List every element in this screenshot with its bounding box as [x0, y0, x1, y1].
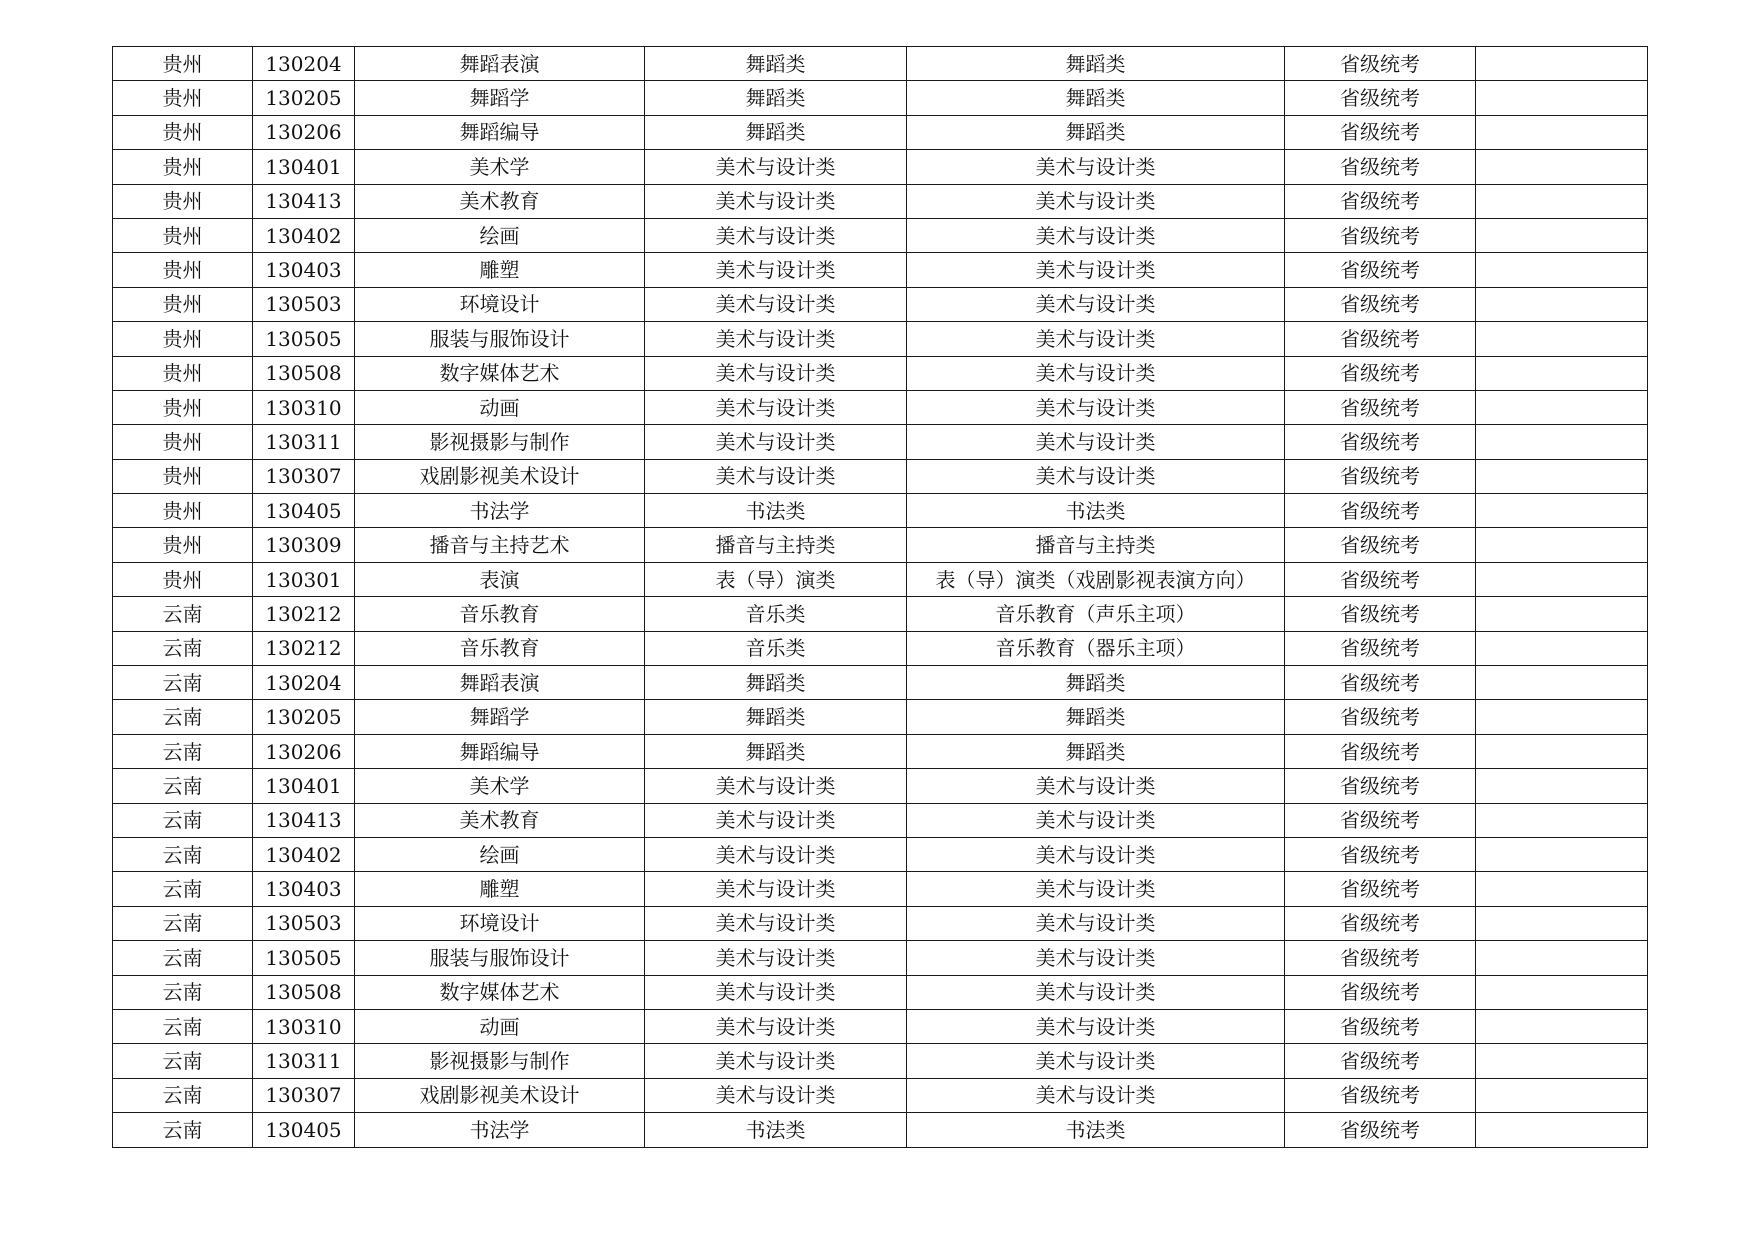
exam-type-cell: 省级统考 [1285, 1078, 1476, 1112]
exam-type-cell: 省级统考 [1285, 494, 1476, 528]
note-cell [1476, 562, 1648, 596]
province-cell: 贵州 [113, 562, 253, 596]
table-row [113, 872, 1648, 906]
major-name-cell: 动画 [355, 390, 645, 424]
category-cell: 美术与设计类 [645, 356, 907, 390]
province-cell: 贵州 [113, 425, 253, 459]
note-cell [1476, 390, 1648, 424]
province-cell: 云南 [113, 1113, 253, 1147]
major-code-cell: 130503 [253, 287, 355, 321]
exam-type-cell: 省级统考 [1285, 322, 1476, 356]
province-cell: 贵州 [113, 322, 253, 356]
table-row [113, 390, 1648, 424]
table-row [113, 562, 1648, 596]
major-code-cell: 130505 [253, 322, 355, 356]
exam-category-cell: 舞蹈类 [907, 666, 1285, 700]
major-code-cell: 130204 [253, 47, 355, 81]
note-cell [1476, 494, 1648, 528]
major-name-cell: 音乐教育 [355, 597, 645, 631]
table-row [113, 941, 1648, 975]
exam-type-cell: 省级统考 [1285, 1113, 1476, 1147]
province-cell: 贵州 [113, 528, 253, 562]
category-cell: 书法类 [645, 1113, 907, 1147]
table-row [113, 287, 1648, 321]
exam-category-cell: 书法类 [907, 494, 1285, 528]
exam-type-cell: 省级统考 [1285, 666, 1476, 700]
province-cell: 云南 [113, 597, 253, 631]
category-cell: 舞蹈类 [645, 81, 907, 115]
major-name-cell: 数字媒体艺术 [355, 975, 645, 1009]
category-cell: 舞蹈类 [645, 700, 907, 734]
table-row [113, 253, 1648, 287]
exam-category-cell: 书法类 [907, 1113, 1285, 1147]
major-code-cell: 130405 [253, 1113, 355, 1147]
major-code-cell: 130311 [253, 425, 355, 459]
exam-type-cell: 省级统考 [1285, 631, 1476, 665]
note-cell [1476, 425, 1648, 459]
major-code-cell: 130205 [253, 81, 355, 115]
major-name-cell: 影视摄影与制作 [355, 425, 645, 459]
exam-type-cell: 省级统考 [1285, 872, 1476, 906]
table-row [113, 425, 1648, 459]
note-cell [1476, 975, 1648, 1009]
table-row [113, 1044, 1648, 1078]
exam-category-cell: 美术与设计类 [907, 906, 1285, 940]
note-cell [1476, 906, 1648, 940]
major-name-cell: 数字媒体艺术 [355, 356, 645, 390]
exam-category-cell: 美术与设计类 [907, 218, 1285, 252]
exam-type-cell: 省级统考 [1285, 803, 1476, 837]
major-code-cell: 130508 [253, 975, 355, 1009]
category-cell: 美术与设计类 [645, 459, 907, 493]
note-cell [1476, 287, 1648, 321]
major-name-cell: 表演 [355, 562, 645, 596]
major-name-cell: 播音与主持艺术 [355, 528, 645, 562]
category-cell: 美术与设计类 [645, 975, 907, 1009]
province-cell: 贵州 [113, 218, 253, 252]
category-cell: 播音与主持类 [645, 528, 907, 562]
major-code-cell: 130204 [253, 666, 355, 700]
major-name-cell: 动画 [355, 1009, 645, 1043]
category-cell: 美术与设计类 [645, 425, 907, 459]
exam-type-cell: 省级统考 [1285, 287, 1476, 321]
category-cell: 美术与设计类 [645, 941, 907, 975]
note-cell [1476, 803, 1648, 837]
exam-category-cell: 舞蹈类 [907, 734, 1285, 768]
exam-type-cell: 省级统考 [1285, 184, 1476, 218]
table-row [113, 184, 1648, 218]
note-cell [1476, 47, 1648, 81]
province-cell: 云南 [113, 734, 253, 768]
category-cell: 美术与设计类 [645, 322, 907, 356]
major-name-cell: 绘画 [355, 837, 645, 871]
major-name-cell: 书法学 [355, 494, 645, 528]
exam-type-cell: 省级统考 [1285, 390, 1476, 424]
note-cell [1476, 1113, 1648, 1147]
category-cell: 表（导）演类 [645, 562, 907, 596]
exam-type-cell: 省级统考 [1285, 837, 1476, 871]
major-name-cell: 戏剧影视美术设计 [355, 1078, 645, 1112]
category-cell: 舞蹈类 [645, 666, 907, 700]
major-name-cell: 美术学 [355, 769, 645, 803]
major-name-cell: 舞蹈学 [355, 700, 645, 734]
table-row [113, 1078, 1648, 1112]
major-name-cell: 服装与服饰设计 [355, 322, 645, 356]
major-name-cell: 美术教育 [355, 184, 645, 218]
exam-category-cell: 美术与设计类 [907, 1009, 1285, 1043]
major-code-cell: 130505 [253, 941, 355, 975]
major-name-cell: 影视摄影与制作 [355, 1044, 645, 1078]
exam-category-cell: 表（导）演类（戏剧影视表演方向） [907, 562, 1285, 596]
exam-type-cell: 省级统考 [1285, 975, 1476, 1009]
major-code-cell: 130403 [253, 253, 355, 287]
table-row [113, 356, 1648, 390]
province-cell: 贵州 [113, 47, 253, 81]
exam-category-cell: 音乐教育（器乐主项） [907, 631, 1285, 665]
major-name-cell: 美术教育 [355, 803, 645, 837]
exam-category-cell: 美术与设计类 [907, 1078, 1285, 1112]
exam-category-cell: 美术与设计类 [907, 356, 1285, 390]
note-cell [1476, 734, 1648, 768]
category-cell: 美术与设计类 [645, 218, 907, 252]
note-cell [1476, 666, 1648, 700]
note-cell [1476, 872, 1648, 906]
exam-type-cell: 省级统考 [1285, 425, 1476, 459]
major-category-table [112, 46, 1648, 1148]
exam-category-cell: 舞蹈类 [907, 700, 1285, 734]
major-name-cell: 雕塑 [355, 872, 645, 906]
major-code-cell: 130413 [253, 184, 355, 218]
exam-type-cell: 省级统考 [1285, 1009, 1476, 1043]
table-row [113, 322, 1648, 356]
note-cell [1476, 322, 1648, 356]
exam-category-cell: 美术与设计类 [907, 803, 1285, 837]
major-code-cell: 130401 [253, 150, 355, 184]
province-cell: 云南 [113, 1009, 253, 1043]
exam-category-cell: 美术与设计类 [907, 872, 1285, 906]
major-code-cell: 130311 [253, 1044, 355, 1078]
province-cell: 云南 [113, 941, 253, 975]
exam-category-cell: 舞蹈类 [907, 47, 1285, 81]
exam-category-cell: 美术与设计类 [907, 975, 1285, 1009]
table-row [113, 666, 1648, 700]
province-cell: 贵州 [113, 150, 253, 184]
category-cell: 美术与设计类 [645, 837, 907, 871]
exam-type-cell: 省级统考 [1285, 356, 1476, 390]
table-row [113, 631, 1648, 665]
major-code-cell: 130403 [253, 872, 355, 906]
exam-type-cell: 省级统考 [1285, 906, 1476, 940]
exam-category-cell: 美术与设计类 [907, 253, 1285, 287]
note-cell [1476, 150, 1648, 184]
note-cell [1476, 1078, 1648, 1112]
major-name-cell: 服装与服饰设计 [355, 941, 645, 975]
exam-category-cell: 美术与设计类 [907, 1044, 1285, 1078]
category-cell: 美术与设计类 [645, 390, 907, 424]
major-name-cell: 音乐教育 [355, 631, 645, 665]
note-cell [1476, 837, 1648, 871]
province-cell: 云南 [113, 769, 253, 803]
province-cell: 云南 [113, 631, 253, 665]
province-cell: 贵州 [113, 356, 253, 390]
major-name-cell: 环境设计 [355, 287, 645, 321]
category-cell: 美术与设计类 [645, 1009, 907, 1043]
exam-category-cell: 美术与设计类 [907, 769, 1285, 803]
major-code-cell: 130309 [253, 528, 355, 562]
province-cell: 云南 [113, 837, 253, 871]
table-row [113, 597, 1648, 631]
category-cell: 美术与设计类 [645, 906, 907, 940]
table-row [113, 494, 1648, 528]
major-name-cell: 美术学 [355, 150, 645, 184]
exam-type-cell: 省级统考 [1285, 941, 1476, 975]
category-cell: 美术与设计类 [645, 150, 907, 184]
province-cell: 云南 [113, 803, 253, 837]
province-cell: 贵州 [113, 459, 253, 493]
note-cell [1476, 115, 1648, 149]
note-cell [1476, 184, 1648, 218]
exam-category-cell: 播音与主持类 [907, 528, 1285, 562]
exam-type-cell: 省级统考 [1285, 218, 1476, 252]
category-cell: 美术与设计类 [645, 287, 907, 321]
major-code-cell: 130206 [253, 115, 355, 149]
category-cell: 美术与设计类 [645, 253, 907, 287]
table-row [113, 769, 1648, 803]
province-cell: 云南 [113, 1078, 253, 1112]
province-cell: 贵州 [113, 115, 253, 149]
table-row [113, 218, 1648, 252]
table-row [113, 837, 1648, 871]
province-cell: 云南 [113, 872, 253, 906]
category-cell: 美术与设计类 [645, 184, 907, 218]
exam-type-cell: 省级统考 [1285, 253, 1476, 287]
major-name-cell: 戏剧影视美术设计 [355, 459, 645, 493]
exam-type-cell: 省级统考 [1285, 562, 1476, 596]
exam-category-cell: 美术与设计类 [907, 184, 1285, 218]
category-cell: 舞蹈类 [645, 734, 907, 768]
province-cell: 贵州 [113, 287, 253, 321]
major-name-cell: 舞蹈学 [355, 81, 645, 115]
table-row [113, 1113, 1648, 1147]
table-row [113, 975, 1648, 1009]
province-cell: 贵州 [113, 494, 253, 528]
major-code-cell: 130212 [253, 597, 355, 631]
exam-category-cell: 美术与设计类 [907, 287, 1285, 321]
note-cell [1476, 81, 1648, 115]
province-cell: 云南 [113, 1044, 253, 1078]
major-code-cell: 130402 [253, 837, 355, 871]
note-cell [1476, 700, 1648, 734]
major-code-cell: 130402 [253, 218, 355, 252]
exam-category-cell: 舞蹈类 [907, 115, 1285, 149]
major-code-cell: 130212 [253, 631, 355, 665]
province-cell: 贵州 [113, 253, 253, 287]
major-name-cell: 舞蹈编导 [355, 115, 645, 149]
table-row [113, 906, 1648, 940]
province-cell: 云南 [113, 906, 253, 940]
category-cell: 舞蹈类 [645, 47, 907, 81]
exam-type-cell: 省级统考 [1285, 459, 1476, 493]
province-cell: 云南 [113, 700, 253, 734]
exam-type-cell: 省级统考 [1285, 734, 1476, 768]
note-cell [1476, 356, 1648, 390]
category-cell: 书法类 [645, 494, 907, 528]
table-row [113, 1009, 1648, 1043]
major-code-cell: 130405 [253, 494, 355, 528]
table-row [113, 459, 1648, 493]
note-cell [1476, 459, 1648, 493]
note-cell [1476, 253, 1648, 287]
category-cell: 美术与设计类 [645, 769, 907, 803]
exam-category-cell: 舞蹈类 [907, 81, 1285, 115]
exam-category-cell: 音乐教育（声乐主项） [907, 597, 1285, 631]
province-cell: 贵州 [113, 390, 253, 424]
category-cell: 美术与设计类 [645, 1044, 907, 1078]
category-cell: 舞蹈类 [645, 115, 907, 149]
note-cell [1476, 597, 1648, 631]
table-row [113, 700, 1648, 734]
major-code-cell: 130310 [253, 390, 355, 424]
exam-category-cell: 美术与设计类 [907, 941, 1285, 975]
table-row [113, 528, 1648, 562]
category-cell: 美术与设计类 [645, 1078, 907, 1112]
exam-type-cell: 省级统考 [1285, 1044, 1476, 1078]
major-code-cell: 130301 [253, 562, 355, 596]
note-cell [1476, 769, 1648, 803]
exam-category-cell: 美术与设计类 [907, 459, 1285, 493]
exam-category-cell: 美术与设计类 [907, 837, 1285, 871]
table-row [113, 81, 1648, 115]
exam-type-cell: 省级统考 [1285, 47, 1476, 81]
exam-type-cell: 省级统考 [1285, 150, 1476, 184]
category-cell: 音乐类 [645, 597, 907, 631]
province-cell: 贵州 [113, 81, 253, 115]
major-code-cell: 130205 [253, 700, 355, 734]
province-cell: 云南 [113, 666, 253, 700]
table-row [113, 803, 1648, 837]
major-code-cell: 130508 [253, 356, 355, 390]
table-row [113, 150, 1648, 184]
table-body [113, 47, 1648, 1148]
major-name-cell: 舞蹈编导 [355, 734, 645, 768]
major-name-cell: 舞蹈表演 [355, 47, 645, 81]
major-name-cell: 绘画 [355, 218, 645, 252]
major-name-cell: 环境设计 [355, 906, 645, 940]
note-cell [1476, 218, 1648, 252]
exam-category-cell: 美术与设计类 [907, 322, 1285, 356]
major-code-cell: 130503 [253, 906, 355, 940]
exam-category-cell: 美术与设计类 [907, 390, 1285, 424]
province-cell: 云南 [113, 975, 253, 1009]
major-code-cell: 130307 [253, 459, 355, 493]
note-cell [1476, 1044, 1648, 1078]
exam-type-cell: 省级统考 [1285, 597, 1476, 631]
province-cell: 贵州 [113, 184, 253, 218]
major-name-cell: 书法学 [355, 1113, 645, 1147]
note-cell [1476, 528, 1648, 562]
note-cell [1476, 941, 1648, 975]
major-code-cell: 130401 [253, 769, 355, 803]
exam-category-cell: 美术与设计类 [907, 425, 1285, 459]
category-cell: 美术与设计类 [645, 803, 907, 837]
major-code-cell: 130206 [253, 734, 355, 768]
exam-type-cell: 省级统考 [1285, 769, 1476, 803]
exam-type-cell: 省级统考 [1285, 700, 1476, 734]
table-row [113, 47, 1648, 81]
exam-type-cell: 省级统考 [1285, 81, 1476, 115]
major-name-cell: 舞蹈表演 [355, 666, 645, 700]
note-cell [1476, 631, 1648, 665]
note-cell [1476, 1009, 1648, 1043]
category-cell: 美术与设计类 [645, 872, 907, 906]
major-code-cell: 130307 [253, 1078, 355, 1112]
major-code-cell: 130413 [253, 803, 355, 837]
category-cell: 音乐类 [645, 631, 907, 665]
major-name-cell: 雕塑 [355, 253, 645, 287]
exam-category-cell: 美术与设计类 [907, 150, 1285, 184]
table-row [113, 734, 1648, 768]
major-code-cell: 130310 [253, 1009, 355, 1043]
exam-type-cell: 省级统考 [1285, 528, 1476, 562]
table-row [113, 115, 1648, 149]
exam-type-cell: 省级统考 [1285, 115, 1476, 149]
